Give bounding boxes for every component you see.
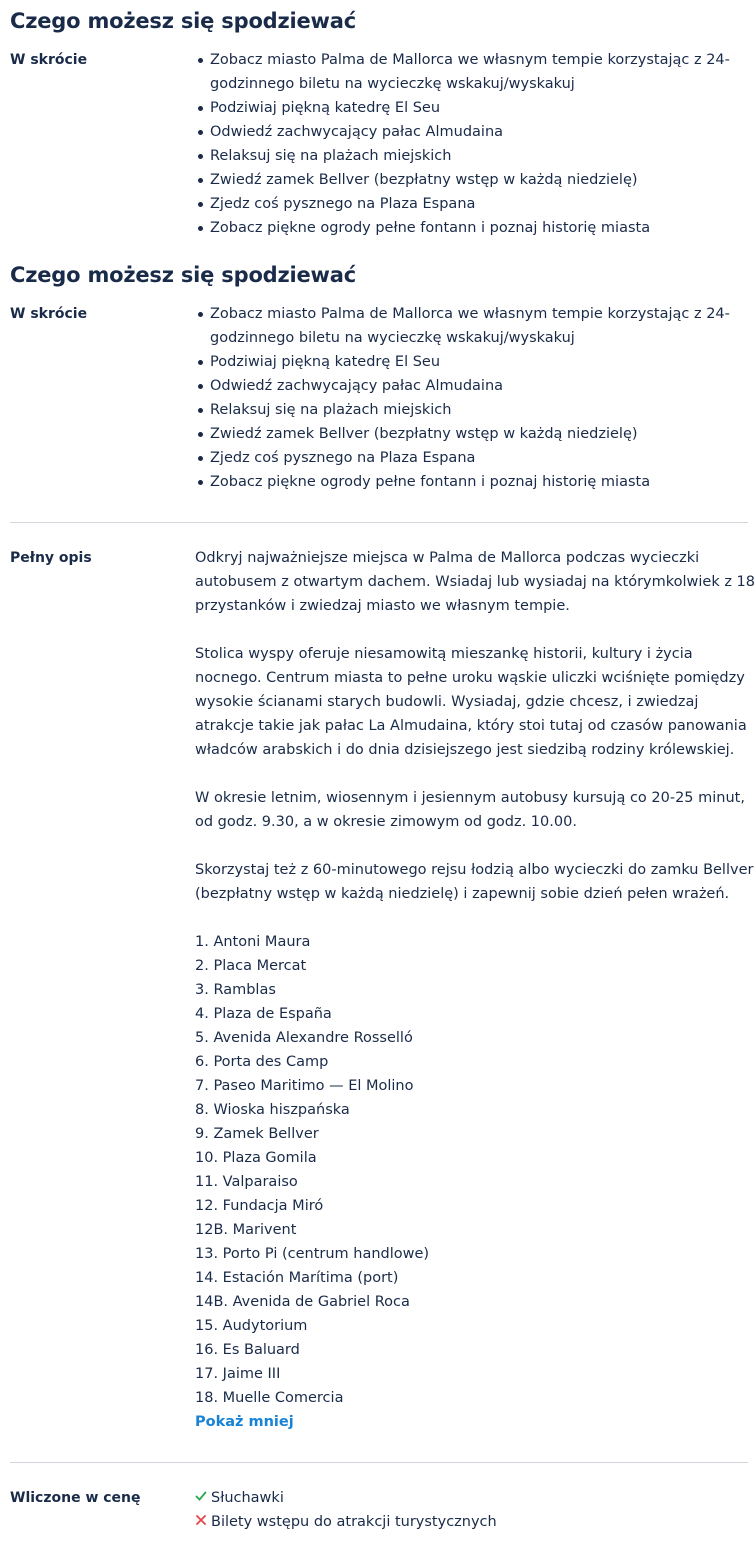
highlight-item: Zobacz miasto Palma de Mallorca we własnym tempie korzystając z 24-godzinnego biletu na wycieczkę wskakuj/wyskakuj: [195, 48, 756, 96]
highlight-item: Zjedz coś pysznego na Plaza Espana: [195, 446, 756, 470]
highlight-item: Zobacz piękne ogrody pełne fontann i poznaj historię miasta: [195, 470, 756, 494]
highlight-item: Zobacz miasto Palma de Mallorca we własnym tempie korzystając z 24-godzinnego biletu na wycieczkę wskakuj/wyskakuj: [195, 302, 756, 350]
highlights-list: [195, 48, 756, 240]
divider: [10, 1462, 748, 1463]
highlights-section-1: [10, 6, 756, 240]
stop-item: 16. Es Baluard: [195, 1342, 300, 1358]
description-paragraph: Skorzystaj też z 60-minutowego rejsu łodzią albo wycieczki do zamku Bellver (bezpłatny wstęp w każdą niedzielę) i zapewnij sobie dzień pełen wrażeń.: [195, 862, 754, 902]
included-item: [195, 1486, 756, 1510]
description-paragraph: W okresie letnim, wiosennym i jesiennym autobusy kursują co 20-25 minut, od godz. 9.30, a w okresie zimowym od godz. 10.00.: [195, 790, 745, 830]
section-title: Czego możesz się spodziewać: [10, 9, 356, 33]
included-item-text: Słuchawki: [211, 1490, 284, 1506]
highlight-item: Odwiedź zachwycający pałac Almudaina: [195, 120, 756, 144]
page: [10, 0, 756, 1534]
highlight-item: Podziwiaj piękną katedrę El Seu: [195, 350, 756, 374]
stop-item: 7. Paseo Maritimo — El Molino: [195, 1078, 414, 1094]
full-description-section: [10, 546, 756, 1434]
stop-item: 5. Avenida Alexandre Rosselló: [195, 1030, 413, 1046]
stop-item: 1. Antoni Maura: [195, 934, 311, 950]
show-less-link[interactable]: Pokaż mniej: [195, 1414, 294, 1430]
description-paragraph: Odkryj najważniejsze miejsca w Palma de Mallorca podczas wycieczki autobusem z otwartym dachem. Wsiadaj lub wysiadaj na którymkolwiek z 18 przystanków i zwiedzaj miasto we własnym tempie.: [195, 550, 756, 614]
stop-item: 8. Wioska hiszpańska: [195, 1102, 350, 1118]
stop-item: 18. Muelle Comercia: [195, 1390, 344, 1406]
stop-item: 2. Placa Mercat: [195, 958, 307, 974]
highlights-section-2: [10, 260, 756, 494]
stop-item: 10. Plaza Gomila: [195, 1150, 317, 1166]
stop-item: 12B. Marivent: [195, 1222, 297, 1238]
highlights-content: [195, 48, 756, 240]
cross-icon: [195, 1510, 211, 1534]
included-list: [195, 1486, 756, 1534]
highlight-item: Odwiedź zachwycający pałac Almudaina: [195, 374, 756, 398]
highlights-row: [10, 48, 756, 240]
stop-item: 3. Ramblas: [195, 982, 276, 998]
full-description-content: [195, 546, 756, 1434]
stop-item: 6. Porta des Camp: [195, 1054, 329, 1070]
included-item-text: Bilety wstępu do atrakcji turystycznych: [211, 1514, 497, 1530]
stop-item: 12. Fundacja Miró: [195, 1198, 324, 1214]
included-item: [195, 1510, 756, 1534]
highlight-item: Zobacz piękne ogrody pełne fontann i poznaj historię miasta: [195, 216, 756, 240]
stop-item: 14B. Avenida de Gabriel Roca: [195, 1294, 410, 1310]
highlights-label: W skrócie: [10, 52, 88, 68]
included-label: Wliczone w cenę: [10, 1490, 141, 1506]
check-icon: [195, 1486, 211, 1510]
highlight-item: Relaksuj się na plażach miejskich: [195, 398, 756, 422]
section-title: Czego możesz się spodziewać: [10, 263, 356, 287]
description-paragraph: Stolica wyspy oferuje niesamowitą mieszankę historii, kultury i życia nocnego. Centrum miasta to pełne uroku wąskie uliczki wciśnięte pomiędzy wysokie ścianami starych budowli. Wysiadaj, gdzie chcesz, i zwiedzaj atrakcje takie jak pałac La Almudaina, który stoi tutaj od czasów panowania władców arabskich i do dnia dzisiejszego jest siedzibą rodziny królewskiej.: [195, 646, 747, 758]
stop-item: 15. Audytorium: [195, 1318, 308, 1334]
highlight-item: Zwiedź zamek Bellver (bezpłatny wstęp w każdą niedzielę): [195, 422, 756, 446]
stop-item: 13. Porto Pi (centrum handlowe): [195, 1246, 430, 1262]
stop-item: 4. Plaza de España: [195, 1006, 332, 1022]
highlight-item: Relaksuj się na plażach miejskich: [195, 144, 756, 168]
included-content: [195, 1486, 756, 1534]
stop-item: 17. Jaime III: [195, 1366, 281, 1382]
highlights-list: [195, 302, 756, 494]
highlight-item: Podziwiaj piękną katedrę El Seu: [195, 96, 756, 120]
highlights-content: [195, 302, 756, 494]
full-description-label: Pełny opis: [10, 550, 92, 566]
highlight-item: Zjedz coś pysznego na Plaza Espana: [195, 192, 756, 216]
highlights-label: W skrócie: [10, 306, 88, 322]
included-section: [10, 1486, 756, 1534]
stop-item: 14. Estación Marítima (port): [195, 1270, 399, 1286]
stops-list: [195, 930, 756, 1410]
highlights-row: [10, 302, 756, 494]
stop-item: 9. Zamek Bellver: [195, 1126, 319, 1142]
divider: [10, 522, 748, 523]
stop-item: 11. Valparaiso: [195, 1174, 298, 1190]
highlight-item: Zwiedź zamek Bellver (bezpłatny wstęp w każdą niedzielę): [195, 168, 756, 192]
